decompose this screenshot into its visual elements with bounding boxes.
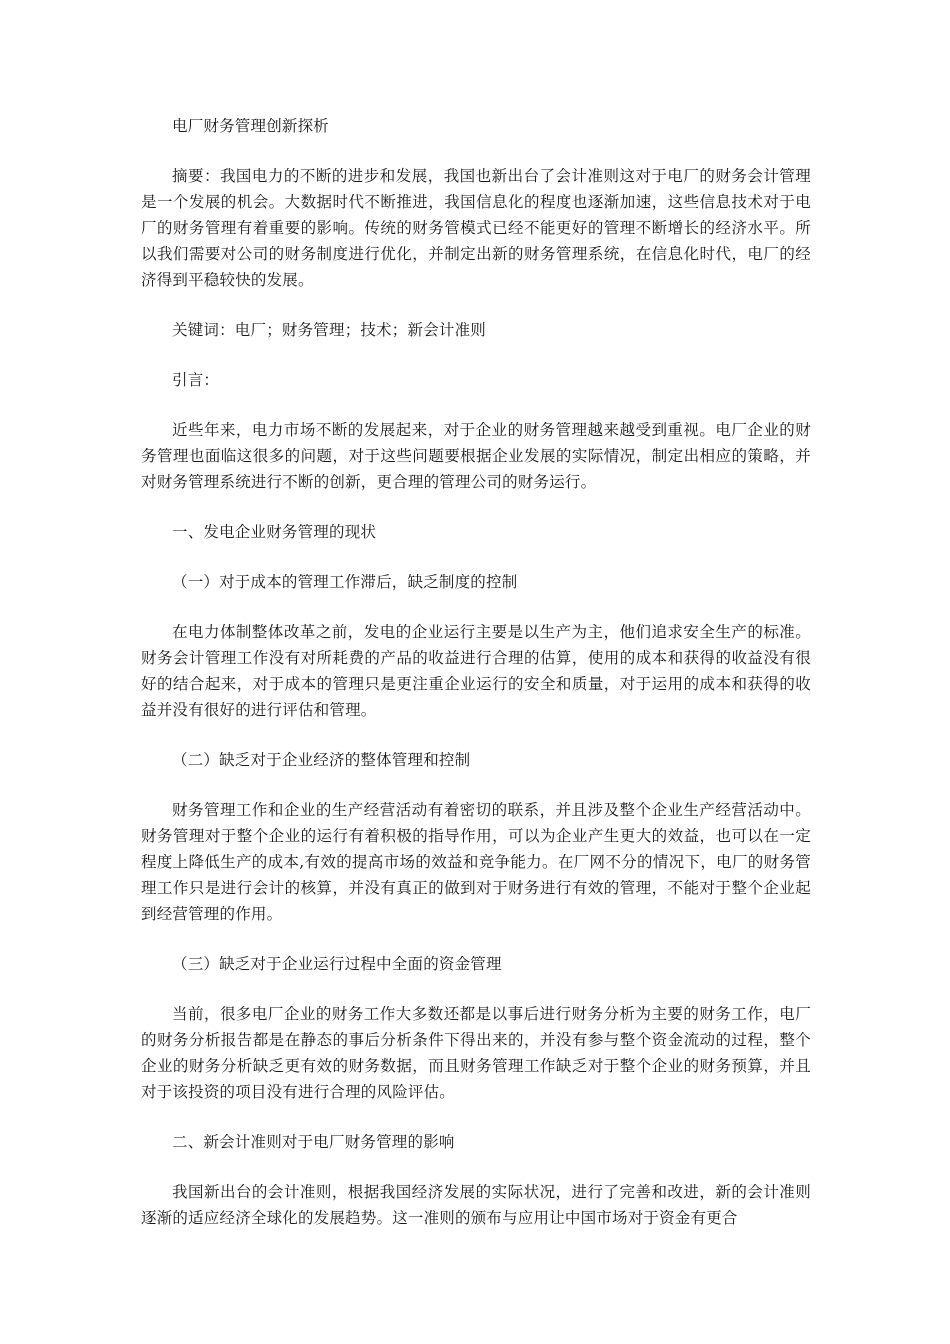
subsection-3-paragraph: 当前，很多电厂企业的财务工作大多数还都是以事后进行财务分析为主要的财务工作，电厂的财务分析报告都是在静态的事后分析条件下得出来的，并没有参与整个资金流动的过程，整个企业的财务分析缺乏更有效的财务数据，而且财务管理工作缺乏对于整个企业的财务预算，并且对于该投资的项目没有进行合理的风险评估。 [141,1005,811,1101]
section-2-paragraph: 我国新出台的会计准则，根据我国经济发展的实际状况，进行了完善和改进，新的会计准则逐渐的适应经济全球化的发展趋势。这一准则的颁布与应用让中国市场对于资金有更合 [141,1183,811,1227]
section-2-heading: 二、新会计准则对于电厂财务管理的影响 [172,1133,455,1151]
document-body [141,113,811,1255]
section-1-heading: 一、发电企业财务管理的现状 [172,523,377,541]
document-title: 电厂财务管理创新探析 [172,117,330,135]
subsection-1-heading: （一）对于成本的管理工作滞后，缺乏制度的控制 [172,573,518,591]
keywords-line: 关键词：电厂；财务管理；技术；新会计准则 [172,321,487,339]
subsection-3-heading: （三）缺乏对于企业运行过程中全面的资金管理 [172,955,502,973]
abstract-paragraph: 摘要：我国电力的不断的进步和发展，我国也新出台了会计准则这对于电厂的财务会计管理是一个发展的机会。大数据时代不断推进，我国信息化的程度也逐渐加速，这些信息技术对于电厂的财务管理有着重要的影响。传统的财务管模式已经不能更好的管理不断增长的经济水平。所以我们需要对公司的财务制度进行优化，并制定出新的财务管理系统，在信息化时代，电厂的经济得到平稳较快的发展。 [141,167,811,289]
subsection-1-paragraph: 在电力体制整体改革之前，发电的企业运行主要是以生产为主，他们追求安全生产的标准。财务会计管理工作没有对所耗费的产品的收益进行合理的估算，使用的成本和获得的收益没有很好的结合起来，对于成本的管理只是更注重企业运行的安全和质量，对于运用的成本和获得的收益并没有很好的进行评估和管理。 [141,623,811,719]
subsection-2-paragraph: 财务管理工作和企业的生产经营活动有着密切的联系，并且涉及整个企业生产经营活动中。财务管理对于整个企业的运行有着积极的指导作用，可以为企业产生更大的效益，也可以在一定程度上降低生产的成本,有效的提高市场的效益和竞争能力。在厂网不分的情况下，电厂的财务管理工作只是进行会计的核算，并没有真正的做到对于财务进行有效的管理，不能对于整个企业起到经营管理的作用。 [141,801,811,923]
intro-heading: 引言： [172,371,220,389]
subsection-2-heading: （二）缺乏对于企业经济的整体管理和控制 [172,751,471,769]
intro-paragraph: 近些年来，电力市场不断的发展起来，对于企业的财务管理越来越受到重视。电厂企业的财务管理也面临这很多的问题，对于这些问题要根据企业发展的实际情况，制定出相应的策略，并对财务管理系统进行不断的创新，更合理的管理公司的财务运行。 [141,421,811,491]
